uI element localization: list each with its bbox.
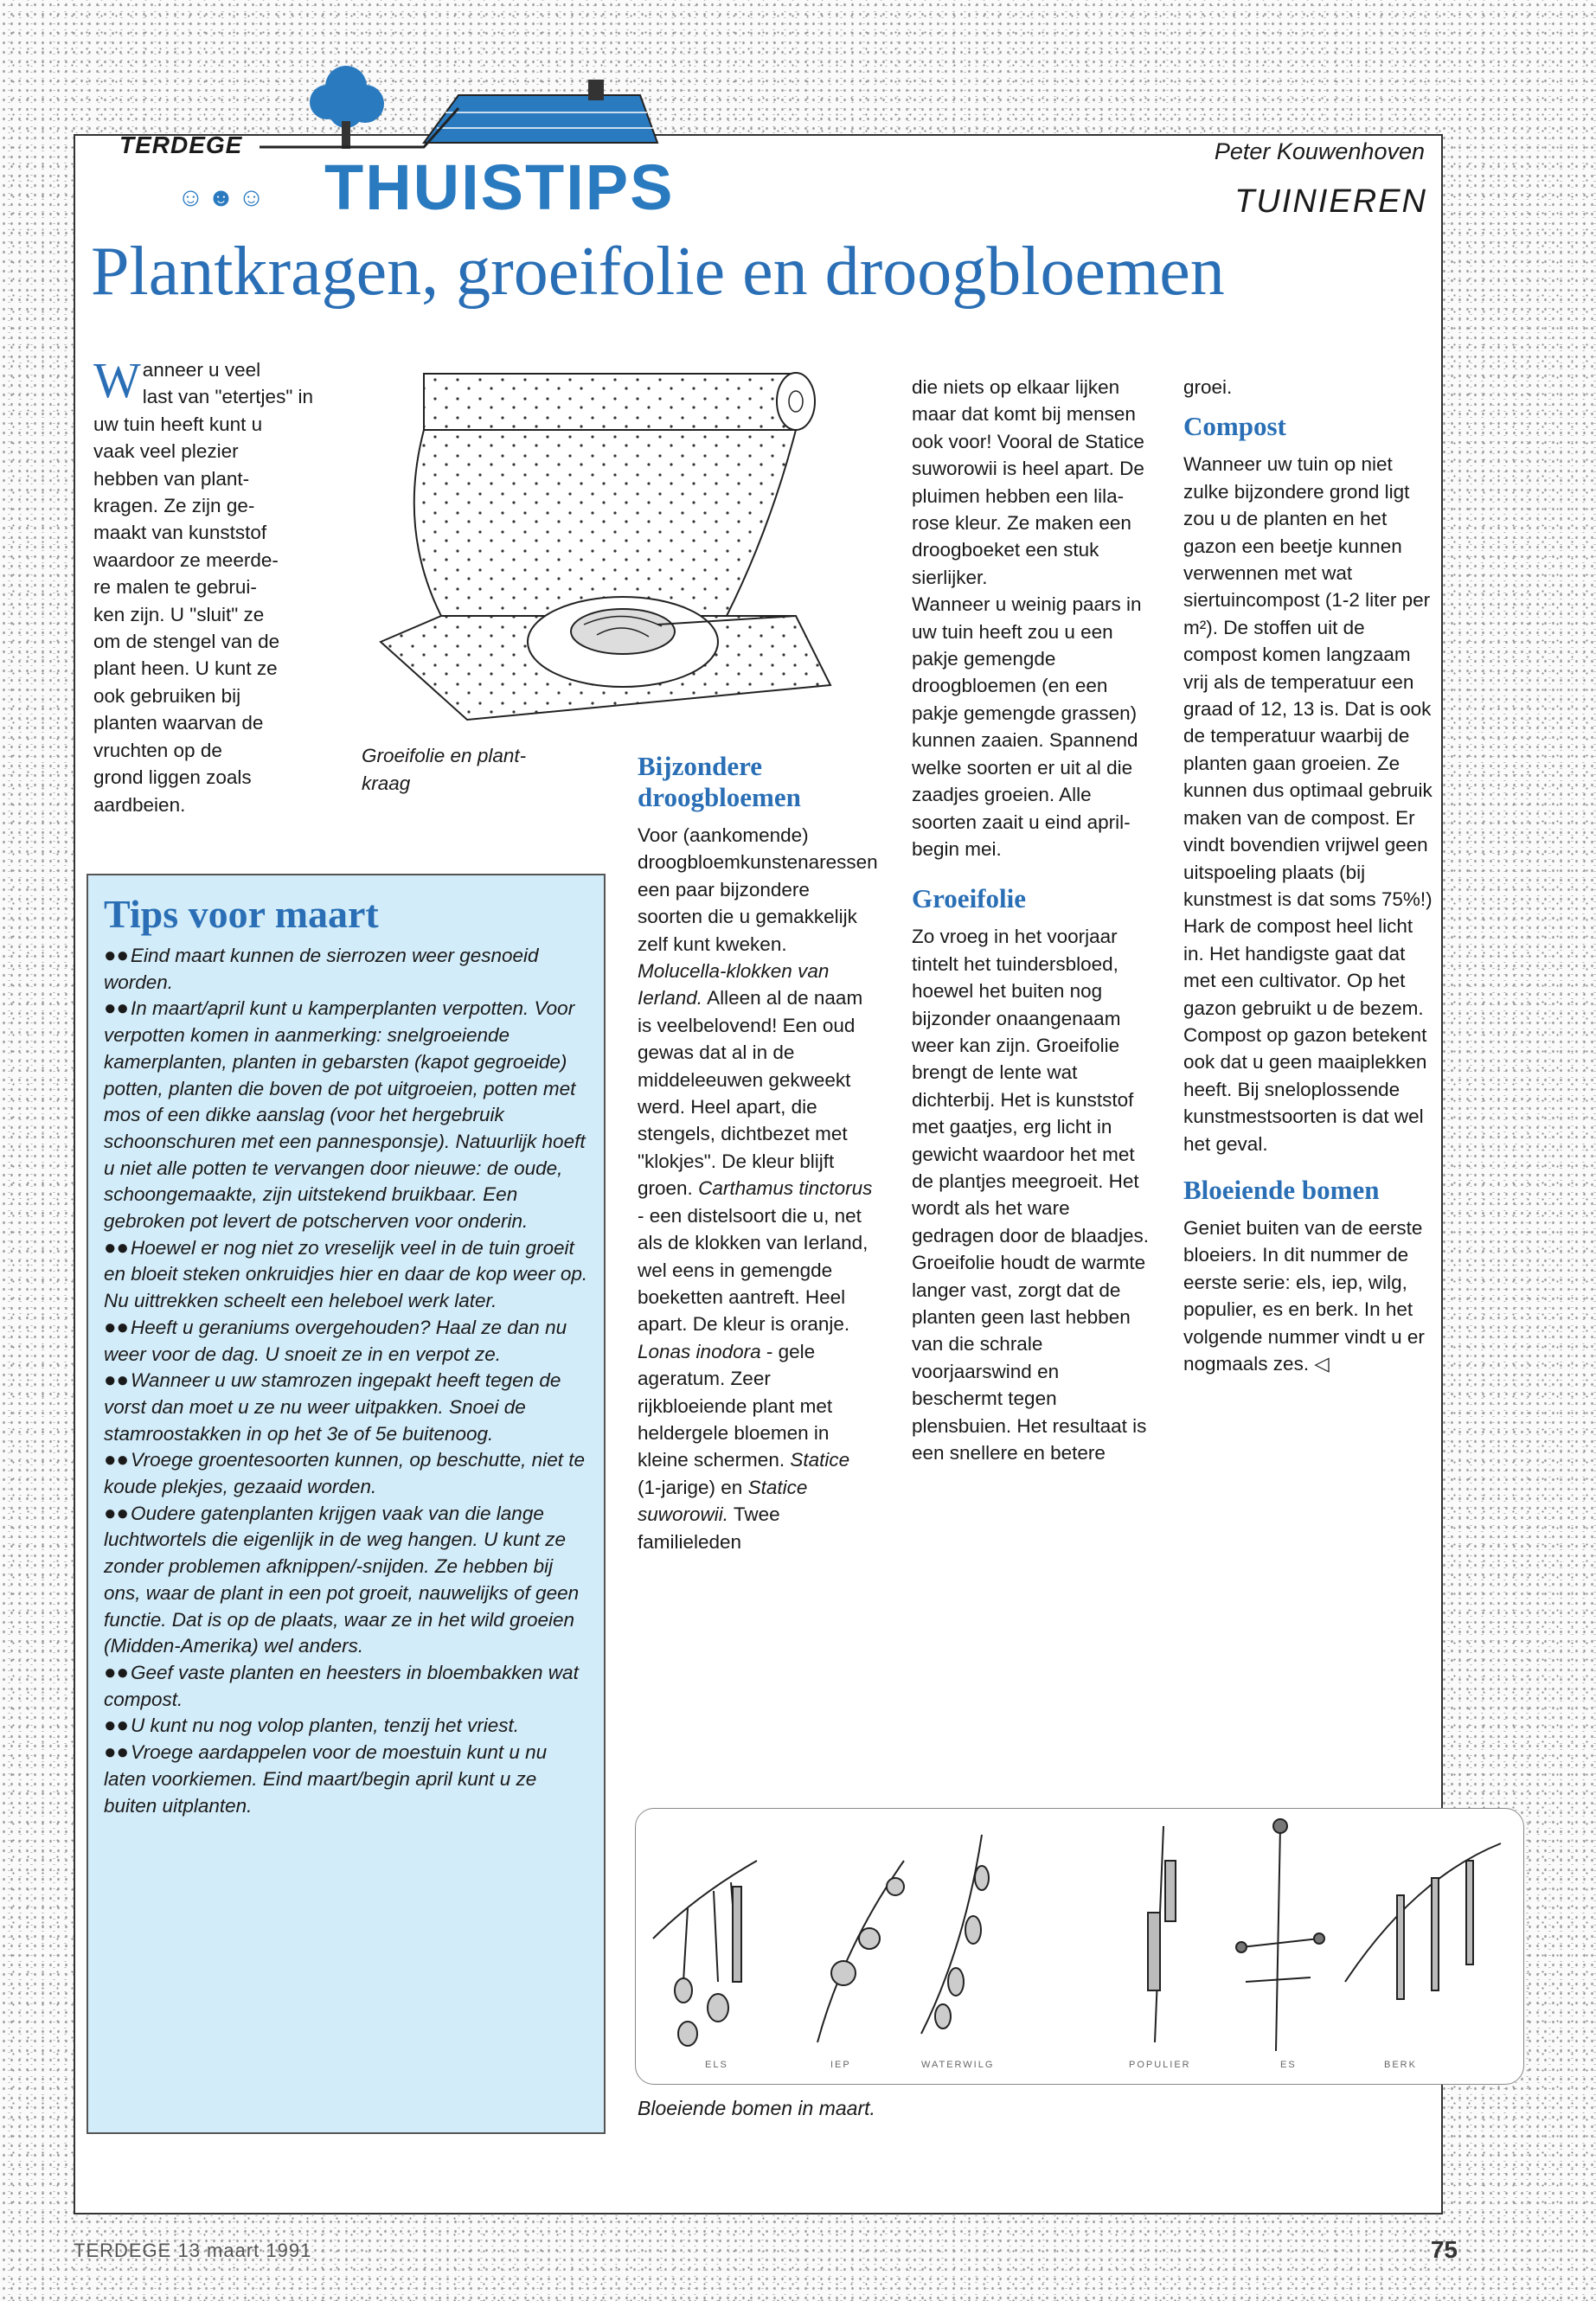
tree-icon — [310, 66, 384, 149]
bullet-dots-icon: ●● — [104, 1235, 129, 1259]
tree-label: IEP — [830, 2060, 851, 2070]
issue-date: TERDEGE 13 maart 1991 — [74, 2240, 312, 2261]
page-footer — [74, 2236, 1458, 2271]
plant-name: Molucella-klokken van Ierland. — [638, 960, 830, 1009]
page-number: 75 — [1430, 2236, 1458, 2263]
bloeiende-bomen-heading: Bloeiende bomen — [1183, 1174, 1380, 1205]
plant-name: Lonas inodora — [638, 1340, 761, 1362]
tip-item: ●●Oudere gatenplanten krijgen vaak van die lange luchtwortels die eigenlijk in de weg hangen. U kunt ze zonder problemen afknippen/-snijden. Ze hebben bij ons, waar de plant in een pot groeit, nauwelijks of geen functie. Dat is op de plaats, waar ze in het wild groeien (Midden-Amerika) wel anders. — [104, 1501, 580, 1657]
intro-line: grond liggen zoals — [93, 766, 252, 789]
tip-item: ●●In maart/april kunt u kamperplanten verpotten. Voor verpotten komen in aanmerking: snelgroeiende kamerplanten, planten in gebarsten (kapot gegroeide) potten, planten die boven de pot uitgroeien, potten met mos of een dikke aanslag (voor het hergebruik schoonschuren met een pannesponsje). Natuurlijk hoeft u niet alle potten te vervangen door nieuwe: de oude, schoongemaakte, zijn uitstekend bruikbaar. Een gebroken pot levert de potscherven voor onderin. — [104, 997, 586, 1233]
figure-caption-line: kraag — [362, 772, 411, 794]
tip-item: ●●Vroege groentesoorten kunnen, op beschutte, niet te koude plekjes, gezaaid worden. — [104, 1448, 585, 1498]
bullet-dots-icon: ●● — [104, 944, 129, 967]
intro-line: om de stengel van de — [93, 631, 280, 653]
drop-cap: W — [93, 352, 141, 408]
intro-line: ook gebruiken bij — [93, 684, 241, 707]
paragraph: Wanneer u weinig paars in uw tuin heeft zou u een pakje gemengde droogbloemen (en een pakje gemengde grassen) kunnen zaaien. Spannend welke soorten er uit al die zaadjes groeien. Alle soorten zaait u eind april-begin mei. — [912, 593, 1142, 860]
plant-name: Carthamus tinctorus — [698, 1177, 873, 1200]
text-column-e — [1183, 374, 1434, 1377]
iep-branch — [817, 1861, 904, 2042]
brand-logo: TERDEGE — [119, 131, 243, 158]
paragraph: groei. — [1183, 376, 1233, 398]
tip-item: ●●Vroege aardappelen voor de moestuin kunt u nu laten voorkiemen. Eind maart/begin april kunt u ze buiten uitplanten. — [104, 1740, 548, 1817]
intro-line: uw tuin heeft kunt u — [93, 413, 263, 435]
intro-line: waardoor ze meerde- — [93, 548, 279, 571]
page-title: Plantkragen, groeifolie en droogbloemen — [91, 234, 1225, 310]
paragraph: Molucella-klokken van Ierland. Alleen al de naam is veelbelovend! Een oud gewas dat al in de middeleeuwen gekweekt werd. Heel apart, die stengels, dichtbezet met "klokjes". De kleur blijft groen. Carthamus tinctorus - een distelsoort die u, net als de klokken van Ierland, wel eens in gemengde boeketten aantreft. Heel apart. De kleur is oranje. Lonas inodora - gele ageratum. Zeer rijkbloeiende plant met heldergele bloemen in kleine schermen. Statice (1-jarige) en Statice suworowii. Twee familieleden — [638, 960, 873, 1553]
house-roof-icon — [424, 80, 657, 143]
figure-caption — [362, 742, 578, 798]
tree-label: ES — [1280, 2060, 1297, 2070]
intro-line: hebben van plant- — [93, 467, 250, 490]
populier-branch — [1148, 1826, 1176, 2042]
faces-icon: ☺☻☺ — [177, 183, 268, 212]
tree-label: ELS — [705, 2060, 728, 2070]
droogbloemen-column — [638, 751, 878, 1555]
bullet-dots-icon: ●● — [104, 1740, 129, 1765]
els-branch — [653, 1861, 757, 2046]
groeifolie-illustration — [363, 356, 848, 737]
paragraph: Voor (aankomende) droogbloemkunstenaressen een paar bijzondere soorten die u gemakkelijk zelf kunt kweken. — [638, 824, 878, 955]
series-title: THUISTIPS — [324, 151, 675, 223]
text-column-d — [912, 374, 1154, 1466]
tips-box — [87, 874, 606, 2134]
intro-line: ken zijn. U "sluit" ze — [93, 603, 265, 625]
tip-item: ●●U kunt nu nog volop planten, tenzij het vriest. — [104, 1714, 520, 1738]
intro-line: vaak veel plezier — [93, 440, 239, 463]
paragraph: Geniet buiten van de eerste bloeiers. In dit nummer de eerste serie: els, iep, wilg, populier, es en berk. In het volgende nummer vindt u er nogmaals zes. ◁ — [1183, 1216, 1425, 1375]
intro-line: re malen te gebrui- — [93, 576, 257, 599]
tree-label: POPULIER — [1129, 2060, 1191, 2070]
bullet-dots-icon: ●● — [104, 1315, 129, 1339]
author: Peter Kouwenhoven — [1214, 138, 1425, 164]
tip-item: ●●Wanneer u uw stamrozen ingepakt heeft tegen de vorst dan moet u ze nu weer uitpakken. Snoei de stamroostakken in op het 3e of 5e buitenoog. — [104, 1368, 561, 1445]
flowering-trees-illustration — [635, 1808, 1524, 2085]
branches-drawing — [636, 1809, 1525, 2060]
intro-column — [93, 352, 325, 818]
bullet-dots-icon: ●● — [104, 1448, 129, 1472]
intro-line: anneer u veel — [142, 359, 261, 381]
bullet-dots-icon: ●● — [104, 1368, 129, 1393]
paragraph: die niets op elkaar lijken maar dat komt bij mensen ook voor! Vooral de Statice suworowii is heel apart. De pluimen hebben een lila-rose kleur. Ze maken een droogboeket een stuk sierlijker. — [912, 376, 1144, 588]
bullet-dots-icon: ●● — [104, 1714, 129, 1738]
intro-line: kragen. Ze zijn ge- — [93, 495, 255, 517]
tip-item: ●●Eind maart kunnen de sierrozen weer gesnoeid worden. — [104, 944, 539, 993]
trees-caption: Bloeiende bomen in maart. — [638, 2097, 875, 2119]
intro-line: aardbeien. — [93, 793, 186, 816]
plant-name: Statice suworowii. — [638, 1476, 808, 1526]
plant-name: Statice — [790, 1449, 850, 1471]
bullet-dots-icon: ●● — [104, 1501, 129, 1525]
paragraph: Zo vroeg in het voorjaar tintelt het tuindersbloed, hoewel het buiten nog bijzonder onaangenaam weer kan zijn. Groeifolie brengt de lente wat dichterbij. Het is kunststof met gaatjes, erg licht in gewicht waardoor het met de plantjes meegroeit. Het wordt als het ware gedragen door de blaadjes. Groeifolie houdt de warmte langer vast, zorgt dat de planten geen last hebben van die schrale voorjaarswind en beschermt tegen plensbuien. Het resultaat is een snellere en betere — [912, 926, 1149, 1465]
intro-line: vruchten op de — [93, 739, 222, 761]
groeifolie-heading: Groeifolie — [912, 883, 1026, 914]
intro-line: maakt van kunststof — [93, 522, 267, 544]
tips-title: Tips voor maart — [104, 892, 379, 936]
tip-item: ●●Heeft u geraniums overgehouden? Haal ze dan nu weer voor de dag. U snoeit ze in en verpot ze. — [104, 1315, 567, 1365]
berk-branch — [1345, 1843, 1501, 1999]
compost-heading: Compost — [1183, 411, 1286, 442]
intro-line: planten waarvan de — [93, 712, 264, 734]
es-branch — [1236, 1819, 1324, 2051]
paragraph: Wanneer uw tuin op niet zulke bijzondere grond ligt zou u de planten en het gazon een beetje kunnen verwennen met wat siertuincompost (1-2 liter per m²). De stoffen uit de compost komen langzaam vrij als de temperatuur een graad of 12, 13 is. Dat is ook de temperatuur waarbij de planten gaan groeien. Ze kunnen dus optimaal gebruik maken van de compost. Er vindt bovendien vrijwel geen uitspoeling plaats (bij kunstmest is dat soms 75%!) Hark de compost heel licht in. Het handigste gaat dat met een cultivator. Op het gazon gebruikt u de bezem. Compost op gazon betekent ook dat u geen maaiplekken heeft. Bij sneloplossende kunstmestsoorten is dat wel het geval. — [1183, 453, 1433, 1155]
tip-item: ●●Geef vaste planten en heesters in bloembakken wat compost. — [104, 1660, 579, 1710]
droogbloemen-heading: Bijzondere droogbloemen — [638, 751, 801, 812]
waterwilg-branch — [921, 1835, 989, 2034]
tree-label: WATERWILG — [921, 2060, 995, 2070]
tree-label: BERK — [1384, 2060, 1417, 2070]
section-tag: TUINIEREN — [1234, 183, 1427, 220]
bullet-dots-icon: ●● — [104, 1660, 129, 1684]
intro-line: plant heen. U kunt ze — [93, 657, 278, 680]
tip-item: ●●Hoewel er nog niet zo vreselijk veel in de tuin groeit en bloeit steken onkruidjes hier en daar de kop weer op. Nu uittrekken scheelt een heleboel werk later. — [104, 1235, 588, 1312]
intro-line: last van "etertjes" in — [142, 386, 314, 408]
figure-caption-line: Groeifolie en plant- — [362, 745, 527, 766]
bullet-dots-icon: ●● — [104, 997, 129, 1021]
